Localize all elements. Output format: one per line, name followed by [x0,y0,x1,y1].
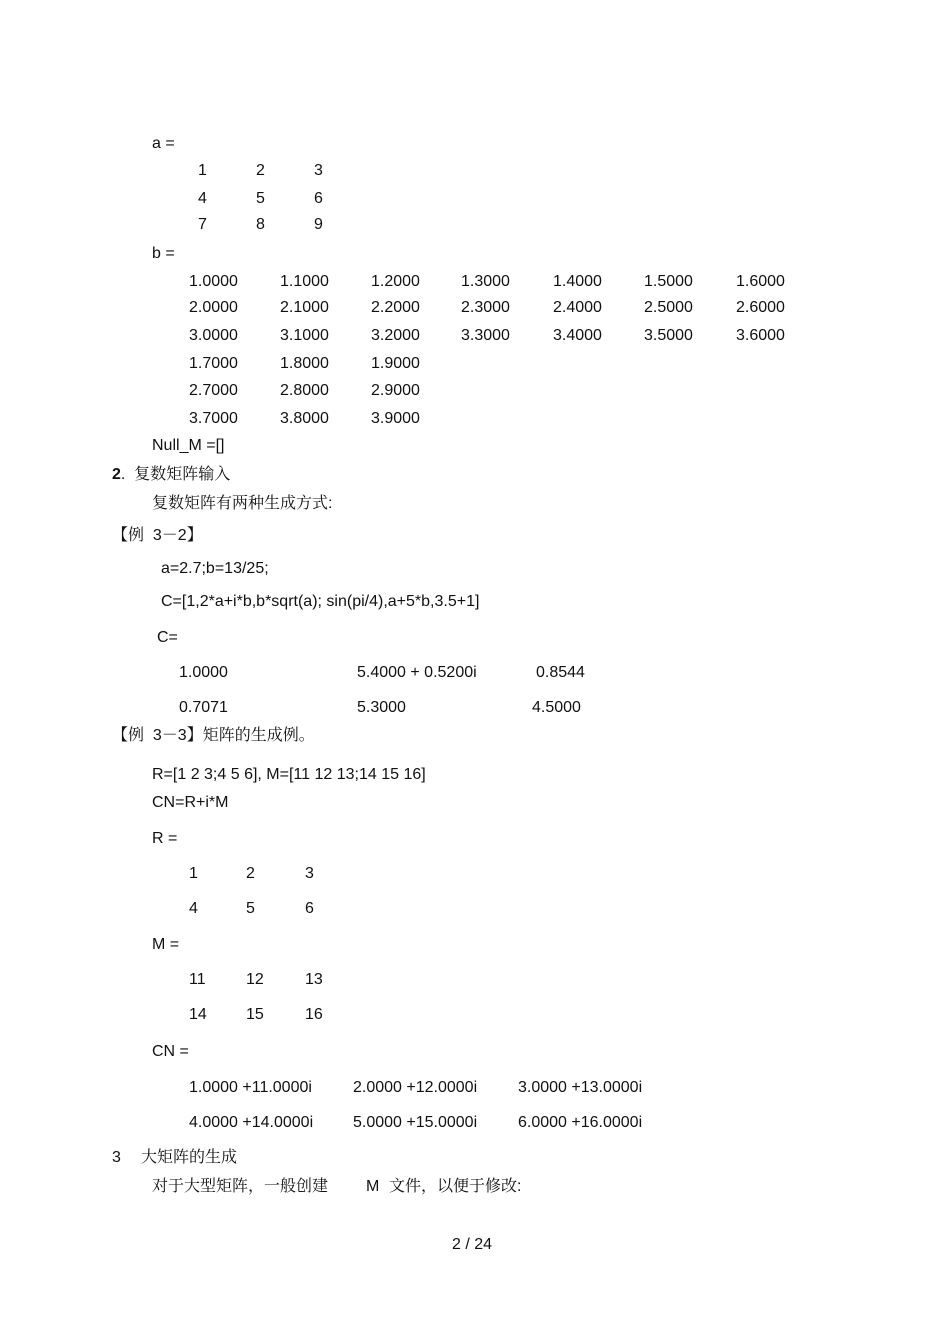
matrix-cell: 3.1000 [280,327,329,344]
matrix-cell: 1.4000 [553,273,602,290]
matrix-cell: 0.7071 [179,699,228,716]
matrix-cell: 3.9000 [371,410,420,427]
matrix-cell: 7 [198,216,207,233]
matrix-cell: 2.3000 [461,299,510,316]
matrix-cell: 5 [246,900,255,917]
matrix-cell: 0.8544 [536,664,585,681]
result-r-label: R = [152,830,178,847]
matrix-cell: 3 [314,162,323,179]
matrix-cell: 1.0000 +11.0000i [189,1079,312,1096]
matrix-cell: 2.9000 [371,382,420,399]
section-2-intro: 复数矩阵有两种生成方式: [152,495,333,512]
matrix-cell: 2.0000 +12.0000i [353,1079,478,1096]
matrix-cell: 3.2000 [371,327,420,344]
matrix-cell: 3.0000 [189,327,238,344]
section-3-text-end: 文件，以便于修改: [389,1178,522,1195]
matrix-a-label: a = [152,135,175,152]
matrix-cell: 8 [256,216,265,233]
matrix-cell: 1.0000 [179,664,228,681]
matrix-cell: 6 [314,190,323,207]
matrix-cell: 1.5000 [644,273,693,290]
matrix-cell: 5.4000 + 0.5200i [357,664,477,681]
matrix-cell: 1.7000 [189,355,238,372]
matrix-cell: 2.4000 [553,299,602,316]
matrix-cell: 2 [256,162,265,179]
matrix-cell: 15 [246,1006,264,1023]
matrix-cell: 3.0000 +13.0000i [518,1079,643,1096]
matrix-cell: 3.3000 [461,327,510,344]
section-3-number: 3 [112,1149,121,1166]
matrix-cell: 2.7000 [189,382,238,399]
section-3-text-m: M [366,1178,380,1195]
matrix-cell: 1.6000 [736,273,785,290]
matrix-cell: 2.6000 [736,299,785,316]
matrix-cell: 4 [189,900,198,917]
matrix-cell: 4.0000 +14.0000i [189,1114,314,1131]
code-line: C=[1,2*a+i*b,b*sqrt(a); sin(pi/4),a+5*b,3.5+1] [161,593,480,610]
matrix-cell: 1.3000 [461,273,510,290]
matrix-cell: 16 [305,1006,323,1023]
matrix-cell: 3 [305,865,314,882]
matrix-cell: 3.5000 [644,327,693,344]
matrix-cell: 3.6000 [736,327,785,344]
matrix-cell: 1.0000 [189,273,238,290]
matrix-b-label: b = [152,245,175,262]
section-number: 2 [112,466,121,483]
matrix-cell: 2.8000 [280,382,329,399]
section-dot: . [120,466,126,483]
matrix-cell: 1.1000 [280,273,329,290]
matrix-cell: 2.1000 [280,299,329,316]
matrix-cell: 4 [198,190,207,207]
page-number: 2 / 24 [452,1236,493,1253]
matrix-cell: 11 [189,971,206,988]
matrix-cell: 1.9000 [371,355,420,372]
matrix-cell: 1 [189,865,198,882]
result-m-label: M = [152,936,180,953]
matrix-cell: 3.4000 [553,327,602,344]
matrix-cell: 2.2000 [371,299,420,316]
result-cn-label: CN = [152,1043,189,1060]
example-3-2-heading: 【例 3－2】 [112,527,203,544]
matrix-cell: 5.3000 [357,699,406,716]
matrix-cell: 2 [246,865,255,882]
section-3-text: 对于大型矩阵，一般创建 [152,1178,329,1195]
matrix-cell: 1.2000 [371,273,420,290]
code-line: a=2.7;b=13/25; [161,560,269,577]
matrix-cell: 6 [305,900,314,917]
result-c-label: C= [157,629,178,646]
matrix-cell: 13 [305,971,323,988]
matrix-cell: 6.0000 +16.0000i [518,1114,643,1131]
matrix-cell: 2.5000 [644,299,693,316]
section-2-heading [112,466,230,484]
matrix-cell: 5 [256,190,265,207]
matrix-cell: 9 [314,216,323,233]
null-matrix-line: Null_M =[] [152,437,225,454]
matrix-cell: 5.0000 +15.0000i [353,1114,478,1131]
code-line: CN=R+i*M [152,794,229,811]
matrix-cell: 12 [246,971,264,988]
matrix-cell: 3.8000 [280,410,329,427]
section-title: 复数矩阵输入 [134,466,231,483]
example-3-3-heading: 【例 3－3】矩阵的生成例。 [112,727,315,744]
matrix-cell: 2.0000 [189,299,238,316]
matrix-cell: 14 [189,1006,207,1023]
matrix-cell: 1.8000 [280,355,329,372]
matrix-cell: 3.7000 [189,410,238,427]
matrix-cell: 1 [198,162,207,179]
section-3-title: 大矩阵的生成 [141,1149,238,1166]
code-line: R=[1 2 3;4 5 6], M=[11 12 13;14 15 16] [152,766,426,783]
matrix-cell: 4.5000 [532,699,581,716]
